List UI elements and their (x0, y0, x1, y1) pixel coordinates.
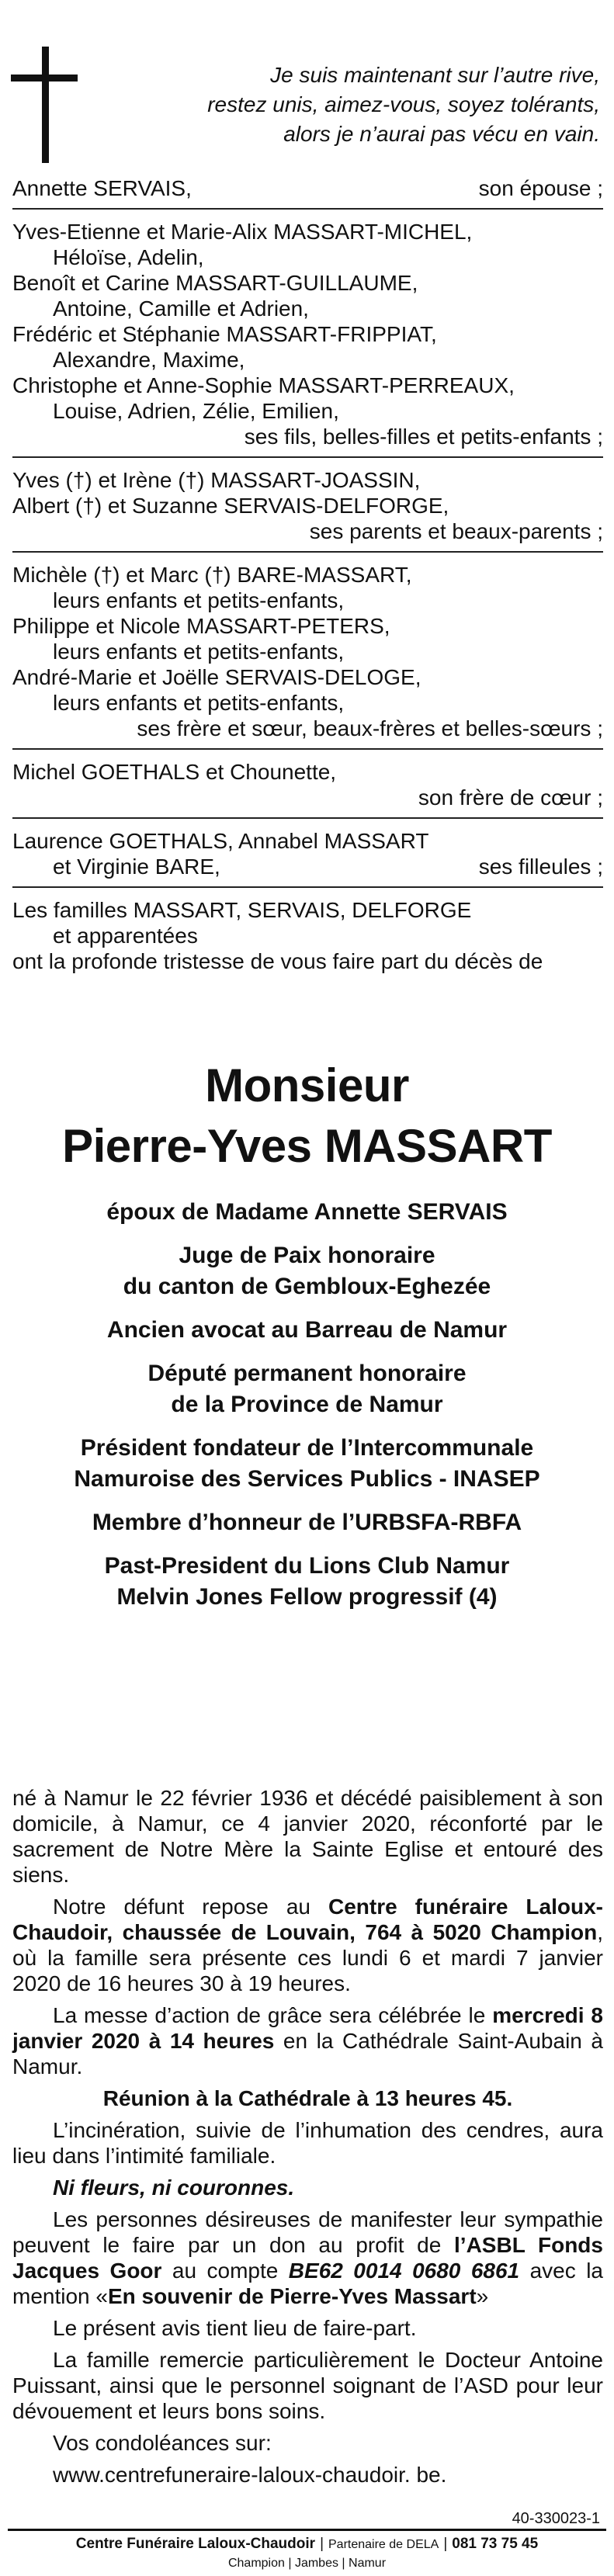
family-heart-brother: Michel GOETHALS et Chounette, (12, 760, 337, 784)
family-child: Yves-Etienne et Marie-Alix MASSART-MICHEL, (12, 220, 473, 244)
deceased-titles (0, 1240, 614, 1613)
company-name: Centre Funéraire Laloux-Chaudoir (75, 2536, 316, 2552)
divider (12, 886, 603, 888)
deceased-title: Monsieur (205, 1059, 409, 1111)
family-goddaughters: Laurence GOETHALS, Annabel MASSART (12, 829, 429, 853)
divider (12, 208, 603, 210)
incineration-paragraph: L’incinération, suivie de l’inhumation des cendres, aura lieu dans l’intimité familiale. (12, 2118, 603, 2168)
poem (207, 61, 600, 149)
title-group: Ancien avocat au Barreau de Namur (106, 1317, 508, 1343)
mass-paragraph: La messe d’action de grâce sera célébrée le mercredi 8 janvier 2020 à 14 heures en la Cathédrale Saint-Aubain à Namur. (12, 2003, 604, 2078)
title-group: Juge de Paix honoraire du canton de Gembloux-Eghezée (123, 1243, 491, 1299)
cross-icon (11, 47, 73, 163)
title-group: Past-President du Lions Club Namur Melvin Jones Fellow progressif (4) (104, 1553, 510, 1610)
phone-number: 081 73 75 45 (452, 2536, 539, 2552)
birth-paragraph: né à Namur le 22 février 1936 et décédé paisiblement à son domicile, à Namur, ce 4 janvier 2020, réconforté par le sacrement de Notre Mère la Sainte Eglise et entouré des siens. (12, 1786, 603, 1887)
family-child: Frédéric et Stéphanie MASSART-FRIPPIAT, (12, 322, 437, 346)
announcement: ont la profonde tristesse de vous faire part du décès de (12, 949, 543, 973)
family-role: ses frère et sœur, beaux-frères et belles-sœurs ; (137, 716, 603, 740)
family-grandchildren: Héloïse, Adelin, (53, 245, 204, 269)
family-role: son frère de cœur ; (418, 785, 603, 810)
website-link[interactable]: www.centrefuneraire-laloux-chaudoir. be. (53, 2463, 447, 2487)
family-families-cont: et apparentées (53, 924, 198, 948)
family-sibling-children: leurs enfants et petits-enfants, (53, 691, 345, 715)
deceased-spouse: époux de Madame Annette SERVAIS (106, 1199, 508, 1225)
footer-locations: Champion | Jambes | Namur (227, 2557, 387, 2570)
family-grandchildren: Antoine, Camille et Adrien, (53, 296, 309, 321)
reference-number: 40-330023-1 (512, 2510, 600, 2527)
footer-line: Centre Funéraire Laloux-Chaudoir | Partenaire de DELA | 081 73 75 45 (75, 2536, 539, 2552)
family-families: Les familles MASSART, SERVAIS, DELFORGE (12, 898, 472, 922)
family-sibling: André-Marie et Joëlle SERVAIS-DELOGE, (12, 665, 421, 689)
deceased-block (0, 1056, 614, 1613)
family-parent: Albert (†) et Suzanne SERVAIS-DELFORGE, (12, 494, 449, 518)
poem-line: alors je n’aurai pas vécu en vain. (283, 122, 600, 146)
footer (0, 2535, 614, 2573)
divider (12, 456, 603, 458)
family-role: ses parents et beaux-parents ; (309, 519, 603, 543)
family-grandchildren: Alexandre, Maxime, (53, 348, 245, 372)
family-role: ses fils, belles-filles et petits-enfants ; (244, 425, 603, 449)
divider (12, 551, 603, 553)
repose-paragraph: Notre défunt repose au Centre funéraire Laloux-Chaudoir, chaussée de Louvain, 764 à 5020 Champion, où la famille sera présente ces lundi 6 et mardi 7 janvier 2020 de 16 heures 30 à 19 heures. (12, 1895, 603, 1995)
family-parent: Yves (†) et Irène (†) MASSART-JOASSIN, (12, 468, 421, 492)
deceased-name: Pierre-Yves MASSART (62, 1120, 552, 1172)
family-sibling: Philippe et Nicole MASSART-PETERS, (12, 614, 390, 638)
title-group: Membre d’honneur de l’URBSFA-RBFA (92, 1510, 522, 1535)
donation-paragraph: Les personnes désireuses de manifester leur sympathie peuvent le faire par un don au profit de l’ASBL Fonds Jacques Goor au compte BE62 0014 0680 6861 avec la mention «En souvenir de Pierre-Yves Massart» (12, 2207, 603, 2308)
partner-text: Partenaire de DELA (328, 2538, 439, 2551)
condolences-line: Vos condoléances sur: (53, 2431, 272, 2455)
divider (12, 748, 603, 750)
family-child: Christophe et Anne-Sophie MASSART-PERREAUX, (12, 373, 515, 397)
title-group: Président fondateur de l’Intercommunale Namuroise des Services Publics - INASEP (74, 1435, 540, 1492)
family-goddaughters-cont: et Virginie BARE, ses filleules ; (53, 855, 603, 879)
divider (12, 817, 603, 819)
family-sibling-children: leurs enfants et petits-enfants, (53, 588, 345, 612)
notice-body (12, 1785, 603, 2494)
notice-line: Le présent avis tient lieu de faire-part. (53, 2316, 417, 2340)
thanks-paragraph: La famille remercie particulièrement le Docteur Antoine Puissant, ainsi que le personnel soignant de l’ASD pour leur dévouement et leurs bons soins. (12, 2348, 603, 2423)
footer-divider (8, 2529, 606, 2531)
family-spouse: Annette SERVAIS, son épouse ; (12, 176, 603, 200)
family-sibling: Michèle (†) et Marc (†) BARE-MASSART, (12, 563, 412, 587)
poem-line: Je suis maintenant sur l’autre rive, (270, 63, 600, 87)
family-list (12, 175, 603, 974)
no-flowers-line: Ni fleurs, ni couronnes. (53, 2176, 295, 2200)
title-group: Député permanent honoraire de la Province de Namur (147, 1361, 467, 1417)
family-child: Benoît et Carine MASSART-GUILLAUME, (12, 271, 418, 295)
family-sibling-children: leurs enfants et petits-enfants, (53, 640, 345, 664)
reunion-line: Réunion à la Cathédrale à 13 heures 45. (102, 2086, 513, 2110)
family-grandchildren: Louise, Adrien, Zélie, Emilien, (53, 399, 339, 423)
poem-line: restez unis, aimez-vous, soyez tolérants, (207, 92, 600, 116)
